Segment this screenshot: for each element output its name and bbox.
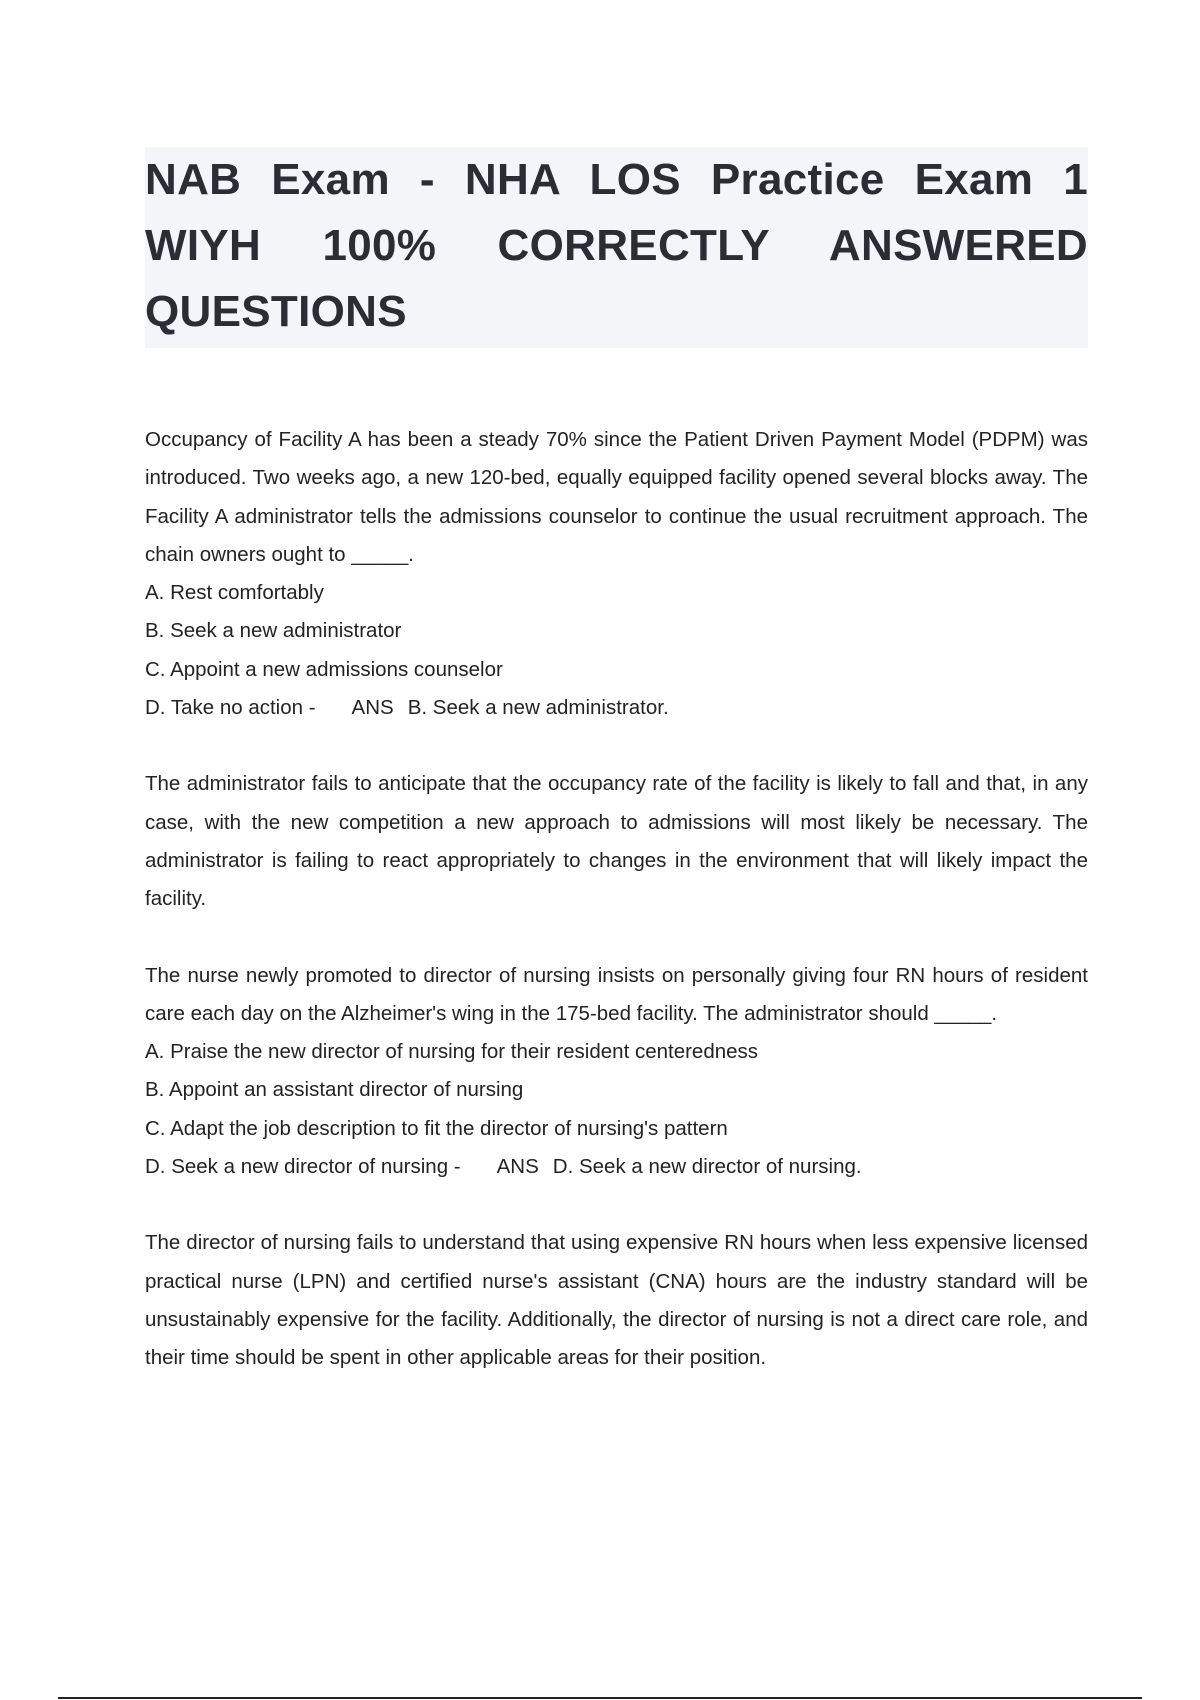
question-stem: The nurse newly promoted to director of nursing insists on personally giving four RN hours of resident care each day on the Alzheimer's wing in the 175-bed facility. The administrator should _____. [145, 963, 1088, 1025]
answer-label: ANS [351, 696, 394, 720]
answer-option-c: C. Appoint a new admissions counselor [145, 657, 503, 681]
answer-option-c: C. Adapt the job description to fit the director of nursing's pattern [145, 1116, 728, 1140]
document-title: NAB Exam - NHA LOS Practice Exam 1 WIYH 100% CORRECTLY ANSWERED QUESTIONS [145, 155, 1088, 336]
answer-explanation: The administrator fails to anticipate that the occupancy rate of the facility is likely to fall and that, in any case, with the new competition a new approach to admissions will most likely be necessary. The administrator is failing to react appropriately to changes in the environment that will likely impact the facility. [145, 772, 1088, 911]
title-banner [145, 147, 1088, 348]
answer-option-a: A. Praise the new director of nursing for their resident centeredness [145, 1040, 759, 1064]
answer-option-d: D. Take no action - [145, 696, 316, 720]
question-stem: Occupancy of Facility A has been a steady 70% since the Patient Driven Payment Model (PDPM) was introduced. Two weeks ago, a new 120-bed, equally equipped facility opened several blocks away. The Facility A administrator tells the admissions counselor to continue the usual recruitment approach. The chain owners ought to _____. [145, 428, 1088, 566]
answer-option-a: A. Rest comfortably [145, 581, 324, 605]
question-block [145, 421, 1088, 919]
document-body [145, 421, 1088, 1378]
correct-answer: D. Seek a new director of nursing. [552, 1155, 862, 1179]
correct-answer: B. Seek a new administrator. [407, 696, 669, 720]
answer-row [145, 1148, 1088, 1186]
answer-option-b: B. Seek a new administrator [145, 619, 402, 643]
answer-explanation: The director of nursing fails to understand that using expensive RN hours when less expensive licensed practical nurse (LPN) and certified nurse's assistant (CNA) hours are the industry standard will be unsustainably expensive for the facility. Additionally, the director of nursing is not a direct care role, and their time should be spent in other applicable areas for their position. [145, 1231, 1088, 1370]
footer-divider [58, 1697, 1142, 1699]
answer-row [145, 689, 1088, 727]
question-block [145, 957, 1088, 1378]
answer-option-d: D. Seek a new director of nursing - [145, 1155, 461, 1179]
answer-option-b: B. Appoint an assistant director of nursing [145, 1078, 524, 1102]
document-page [145, 147, 1088, 1378]
answer-label: ANS [496, 1155, 539, 1179]
